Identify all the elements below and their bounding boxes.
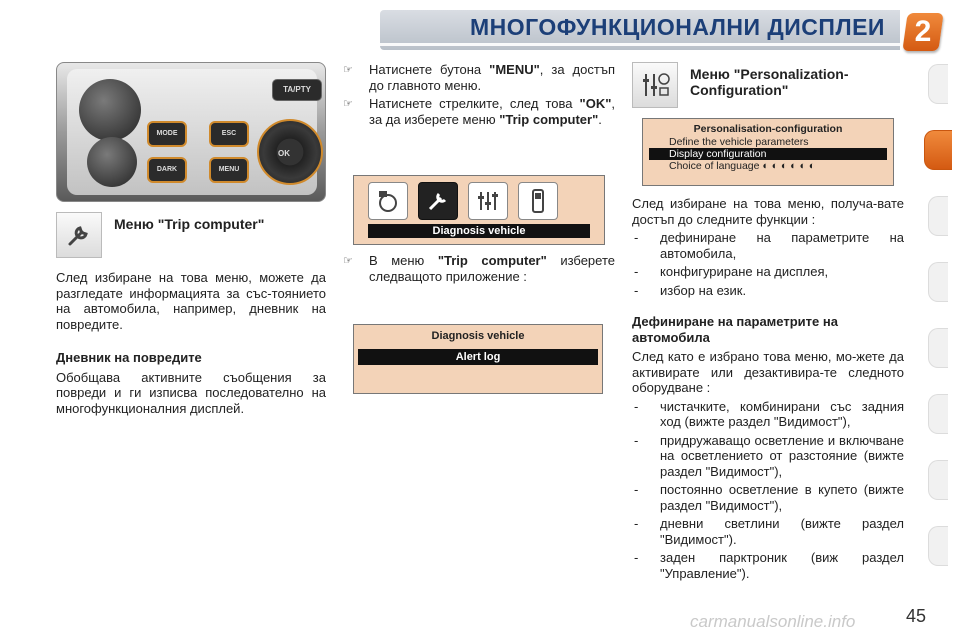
personalization-heading <box>632 62 904 108</box>
vehicle-parameters-title: Дефиниране на параметрите на автомобила <box>632 314 838 345</box>
side-tab <box>928 328 948 368</box>
diagnosis-screen-title: Diagnosis vehicle <box>431 330 525 342</box>
screen-menu-row: Choice of language ◐ ◐ ◐ ◐ ◐ ◐ <box>669 160 816 172</box>
wrench-icon <box>56 212 102 258</box>
fault-log-title: Дневник на повредите <box>56 350 202 365</box>
side-tab <box>928 196 948 236</box>
side-tab <box>928 262 948 302</box>
mode-button: MODE <box>147 121 187 147</box>
list-item: - заден парктроник (виж раздел "Управление"). <box>634 550 904 581</box>
page-header <box>0 0 960 56</box>
chapter-number: 2 <box>914 15 932 48</box>
rotary-knob <box>87 137 137 187</box>
wrench-icon <box>418 182 458 220</box>
instruction-step <box>343 253 615 284</box>
ta-pty-button: TA/PTY <box>272 79 322 101</box>
watermark: carmanualsonline.info <box>690 612 856 631</box>
column-right <box>632 62 904 581</box>
hand-pointer-icon: ☞ <box>343 64 353 76</box>
page-number: 45 <box>906 606 927 626</box>
side-tab <box>928 394 948 434</box>
settings-sliders-icon <box>468 182 508 220</box>
list-item: - придружаващо осветление и включване на осветлението от разстояние (вижте раздел "Видимост"), <box>634 432 904 479</box>
ok-dial <box>257 119 323 185</box>
ok-button-label: OK <box>278 149 290 158</box>
column-middle <box>343 62 615 394</box>
control-panel <box>67 69 317 195</box>
hand-pointer-icon: ☞ <box>343 98 353 110</box>
personalization-intro: След избиране на това меню, получа-вате достъп до следните функции : <box>632 196 904 227</box>
diagnosis-screen <box>353 324 603 394</box>
vehicle-parameters-text: След като е избрано това меню, мо-жете да активирате или дезактивира-те следното оборудване : <box>632 349 904 395</box>
trip-computer-heading <box>56 212 326 258</box>
screen-menu-row-selected: Display configuration <box>649 148 887 160</box>
list-item: - конфигуриране на дисплея, <box>634 264 829 279</box>
alert-log-item: Alert log <box>358 349 598 365</box>
instruction-text: Натиснете бутона "MENU", за достъп до главното меню. <box>369 62 615 93</box>
phone-icon <box>518 182 558 220</box>
trip-computer-title: Меню "Trip computer" <box>114 216 265 232</box>
rotary-knob <box>79 79 141 141</box>
settings-sliders-icon <box>632 62 678 108</box>
menu-selected-caption: Diagnosis vehicle <box>368 224 590 238</box>
list-item: - чистачките, комбинирани със задния ход (вижте раздел "Видимост"), <box>634 398 904 429</box>
menu-icon-row <box>368 182 558 220</box>
trip-computer-text: След избиране на това меню, можете да разгледате информацията за със-тоянието на автомобила, например, дневник на повредите. <box>56 270 326 332</box>
audio-icon <box>368 182 408 220</box>
screen-menu-row: Define the vehicle parameters <box>669 136 809 148</box>
instruction-step <box>343 62 615 93</box>
instruction-step <box>343 96 615 127</box>
hand-pointer-icon: ☞ <box>343 255 353 267</box>
dark-button: DARK <box>147 157 187 183</box>
main-menu-screen <box>353 175 605 245</box>
column-left <box>56 62 326 416</box>
personalization-title: Меню "Personalization-Configuration" <box>690 66 849 98</box>
instruction-text: Натиснете стрелките, след това "OK", за да изберете меню "Trip computer". <box>369 96 615 127</box>
side-tabs <box>928 64 960 584</box>
side-tab-active <box>924 130 952 170</box>
list-item: - дефиниране на параметрите на автомобила, <box>634 230 904 261</box>
list-item: - дневни светлини (вижте раздел "Видимост"). <box>634 516 904 547</box>
personalization-screen-title: Personalisation-configuration <box>693 123 843 135</box>
instruction-text: В меню "Trip computer" изберете следващото приложение : <box>369 253 615 284</box>
menu-button: MENU <box>209 157 249 183</box>
esc-button: ESC <box>209 121 249 147</box>
page-title: МНОГОФУНКЦИОНАЛНИ ДИСПЛЕИ <box>470 14 885 40</box>
side-tab <box>928 526 948 566</box>
list-item: - постоянно осветление в купето (вижте раздел "Видимост"), <box>634 482 904 513</box>
side-tab <box>928 64 948 104</box>
fault-log-text: Обобщава активните съобщения за повреди и ги изписва последователно на многофункционалния дисплей. <box>56 369 326 416</box>
control-panel-photo <box>56 62 326 202</box>
side-tab <box>928 460 948 500</box>
list-item: - избор на език. <box>634 282 747 298</box>
personalization-screen <box>642 118 894 186</box>
